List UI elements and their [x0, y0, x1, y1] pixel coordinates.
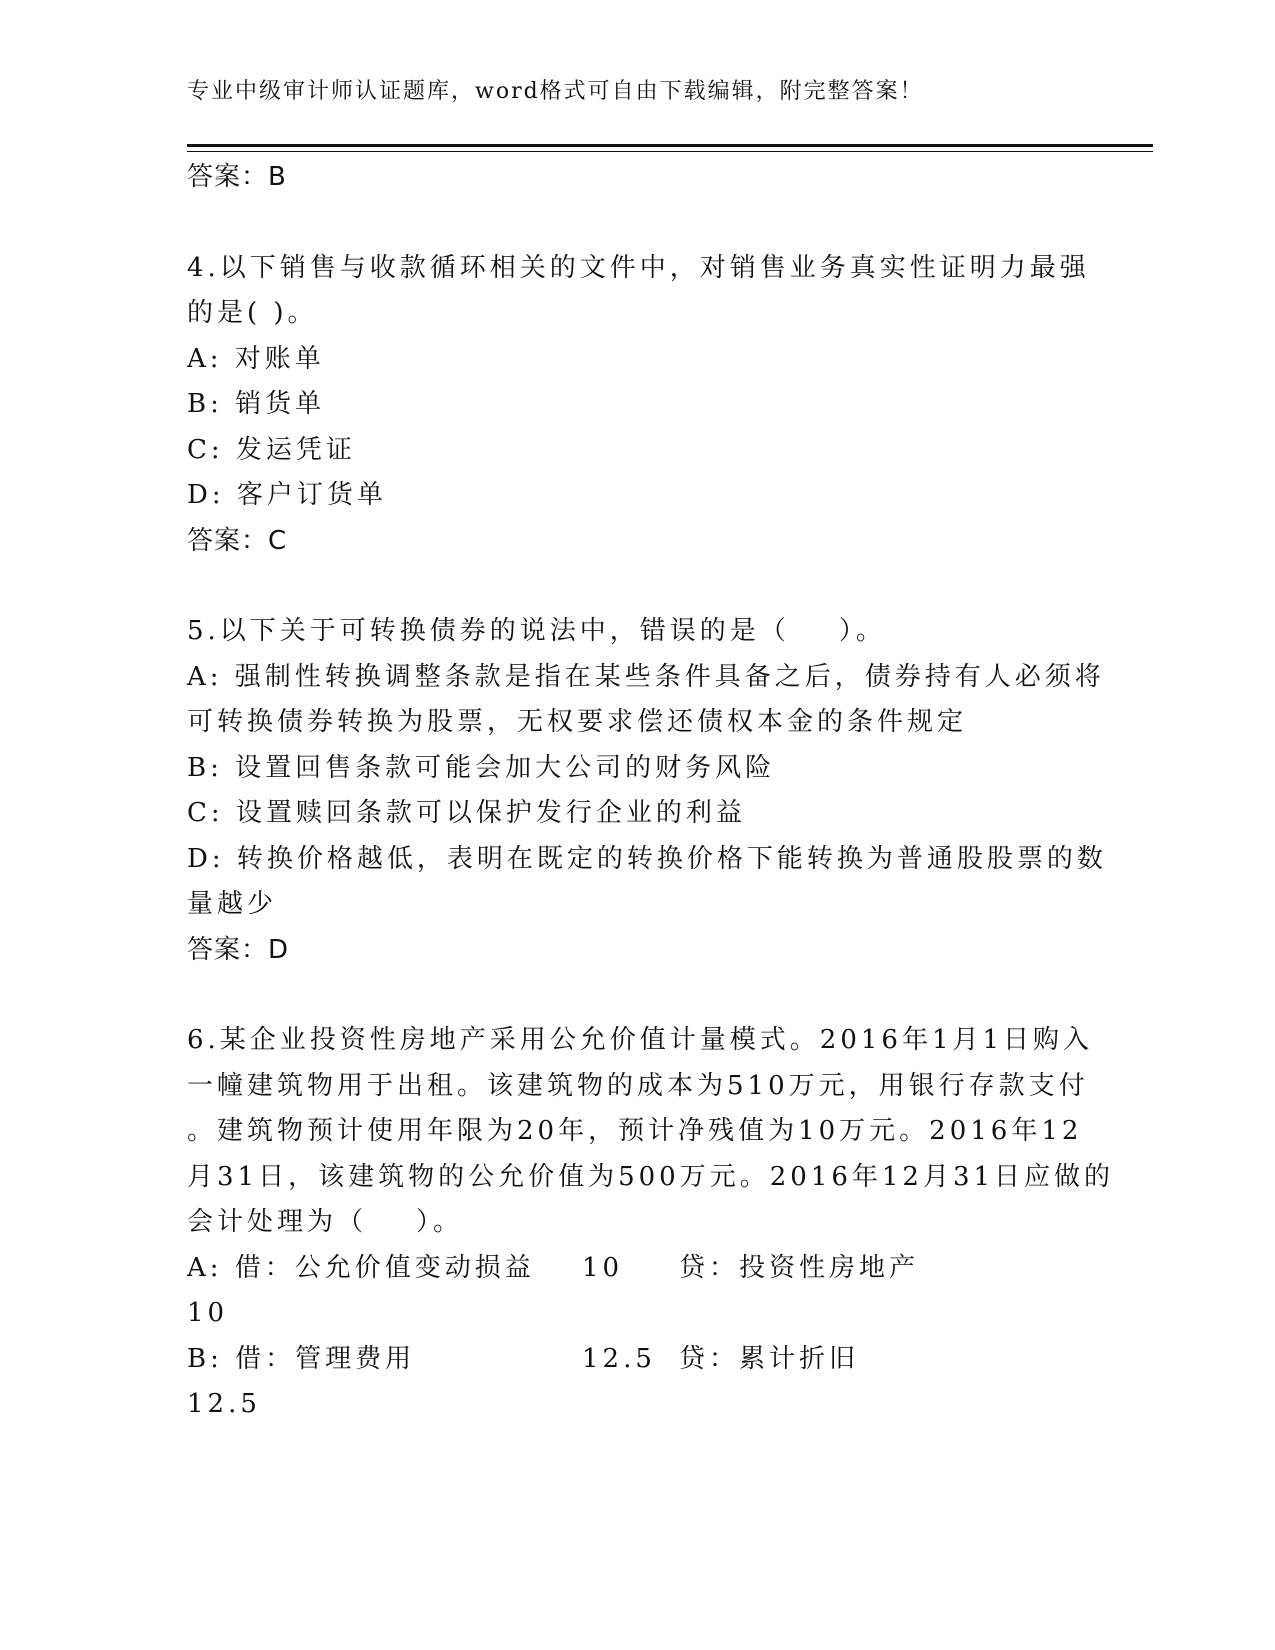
question-4-stem-line-1: 4.以下销售与收款循环相关的文件中，对销售业务真实性证明力最强: [187, 252, 1090, 283]
question-6-stem-line-3: 。建筑物预计使用年限为20年，预计净残值为10万元。2016年12: [187, 1116, 1083, 1146]
answer-q4: 答案：C: [187, 525, 288, 556]
question-4-option-b: B: 销货单: [187, 389, 326, 419]
question-5-option-c: C: 设置赎回条款可以保护发行企业的利益: [187, 798, 746, 828]
option-b-credit: 贷：累计折旧: [679, 1343, 860, 1374]
question-5-option-a-line-1: A: 强制性转换调整条款是指在某些条件具备之后，债券持有人必须将: [187, 661, 1105, 692]
question-6-stem-line-2: 一幢建筑物用于出租。该建筑物的成本为510万元，用银行存款支付: [187, 1070, 1089, 1101]
question-4-option-a: A: 对账单: [187, 343, 325, 374]
question-4-option-c: C: 发运凭证: [187, 434, 356, 465]
spacer: [187, 973, 1087, 1018]
question-6-stem-line-5: 会计处理为（ ）。: [187, 1207, 464, 1237]
option-a-amount: 10: [582, 1252, 624, 1283]
question-6-stem-line-4: 月31日，该建筑物的公允价值为500万元。2016年12月31日应做的: [187, 1161, 1115, 1192]
answer-q5: 答案：D: [187, 934, 290, 965]
question-5-option-d-line-1: D: 转换价格越低，表明在既定的转换价格下能转换为普通股股票的数: [187, 843, 1107, 874]
option-a-credit: 贷：投资性房地产: [679, 1252, 920, 1283]
option-b-amount: 12.5: [582, 1343, 656, 1374]
question-5-option-b: B: 设置回售条款可能会加大公司的财务风险: [187, 752, 776, 783]
header-rule-thick: [187, 144, 1153, 147]
option-b-debit: B: 借：管理费用: [187, 1343, 416, 1374]
option-a-debit: A: 借：公允价值变动损益: [187, 1252, 535, 1283]
question-6-option-a: [187, 1246, 1087, 1292]
spacer: [187, 201, 1087, 246]
question-content: [187, 155, 1115, 1428]
header-rule-thin: [187, 151, 1153, 152]
spacer: [187, 564, 1087, 609]
page-header: 专业中级审计师认证题库，word格式可自由下载编辑，附完整答案！: [187, 79, 924, 104]
question-4-option-d: D: 客户订货单: [187, 480, 387, 510]
question-5-stem: 5.以下关于可转换债券的说法中，错误的是（ ）。: [187, 616, 886, 646]
question-6-option-b: [187, 1337, 1087, 1383]
question-6-stem-line-1: 6.某企业投资性房地产采用公允价值计量模式。2016年1月1日购入: [187, 1025, 1094, 1055]
question-6-option-a-credit-amount: 10: [187, 1298, 229, 1328]
answer-q3: 答案：B: [187, 162, 287, 192]
question-5-option-a-line-2: 可转换债券转换为股票，无权要求偿还债权本金的条件规定: [187, 707, 968, 737]
question-5: [187, 609, 1107, 973]
question-4: [187, 246, 1090, 565]
question-6: [187, 1018, 1115, 1428]
question-5-option-d-line-2: 量越少: [187, 889, 278, 919]
question-4-stem-line-2: 的是( )。: [187, 298, 318, 328]
question-6-option-b-credit-amount: 12.5: [187, 1389, 261, 1419]
